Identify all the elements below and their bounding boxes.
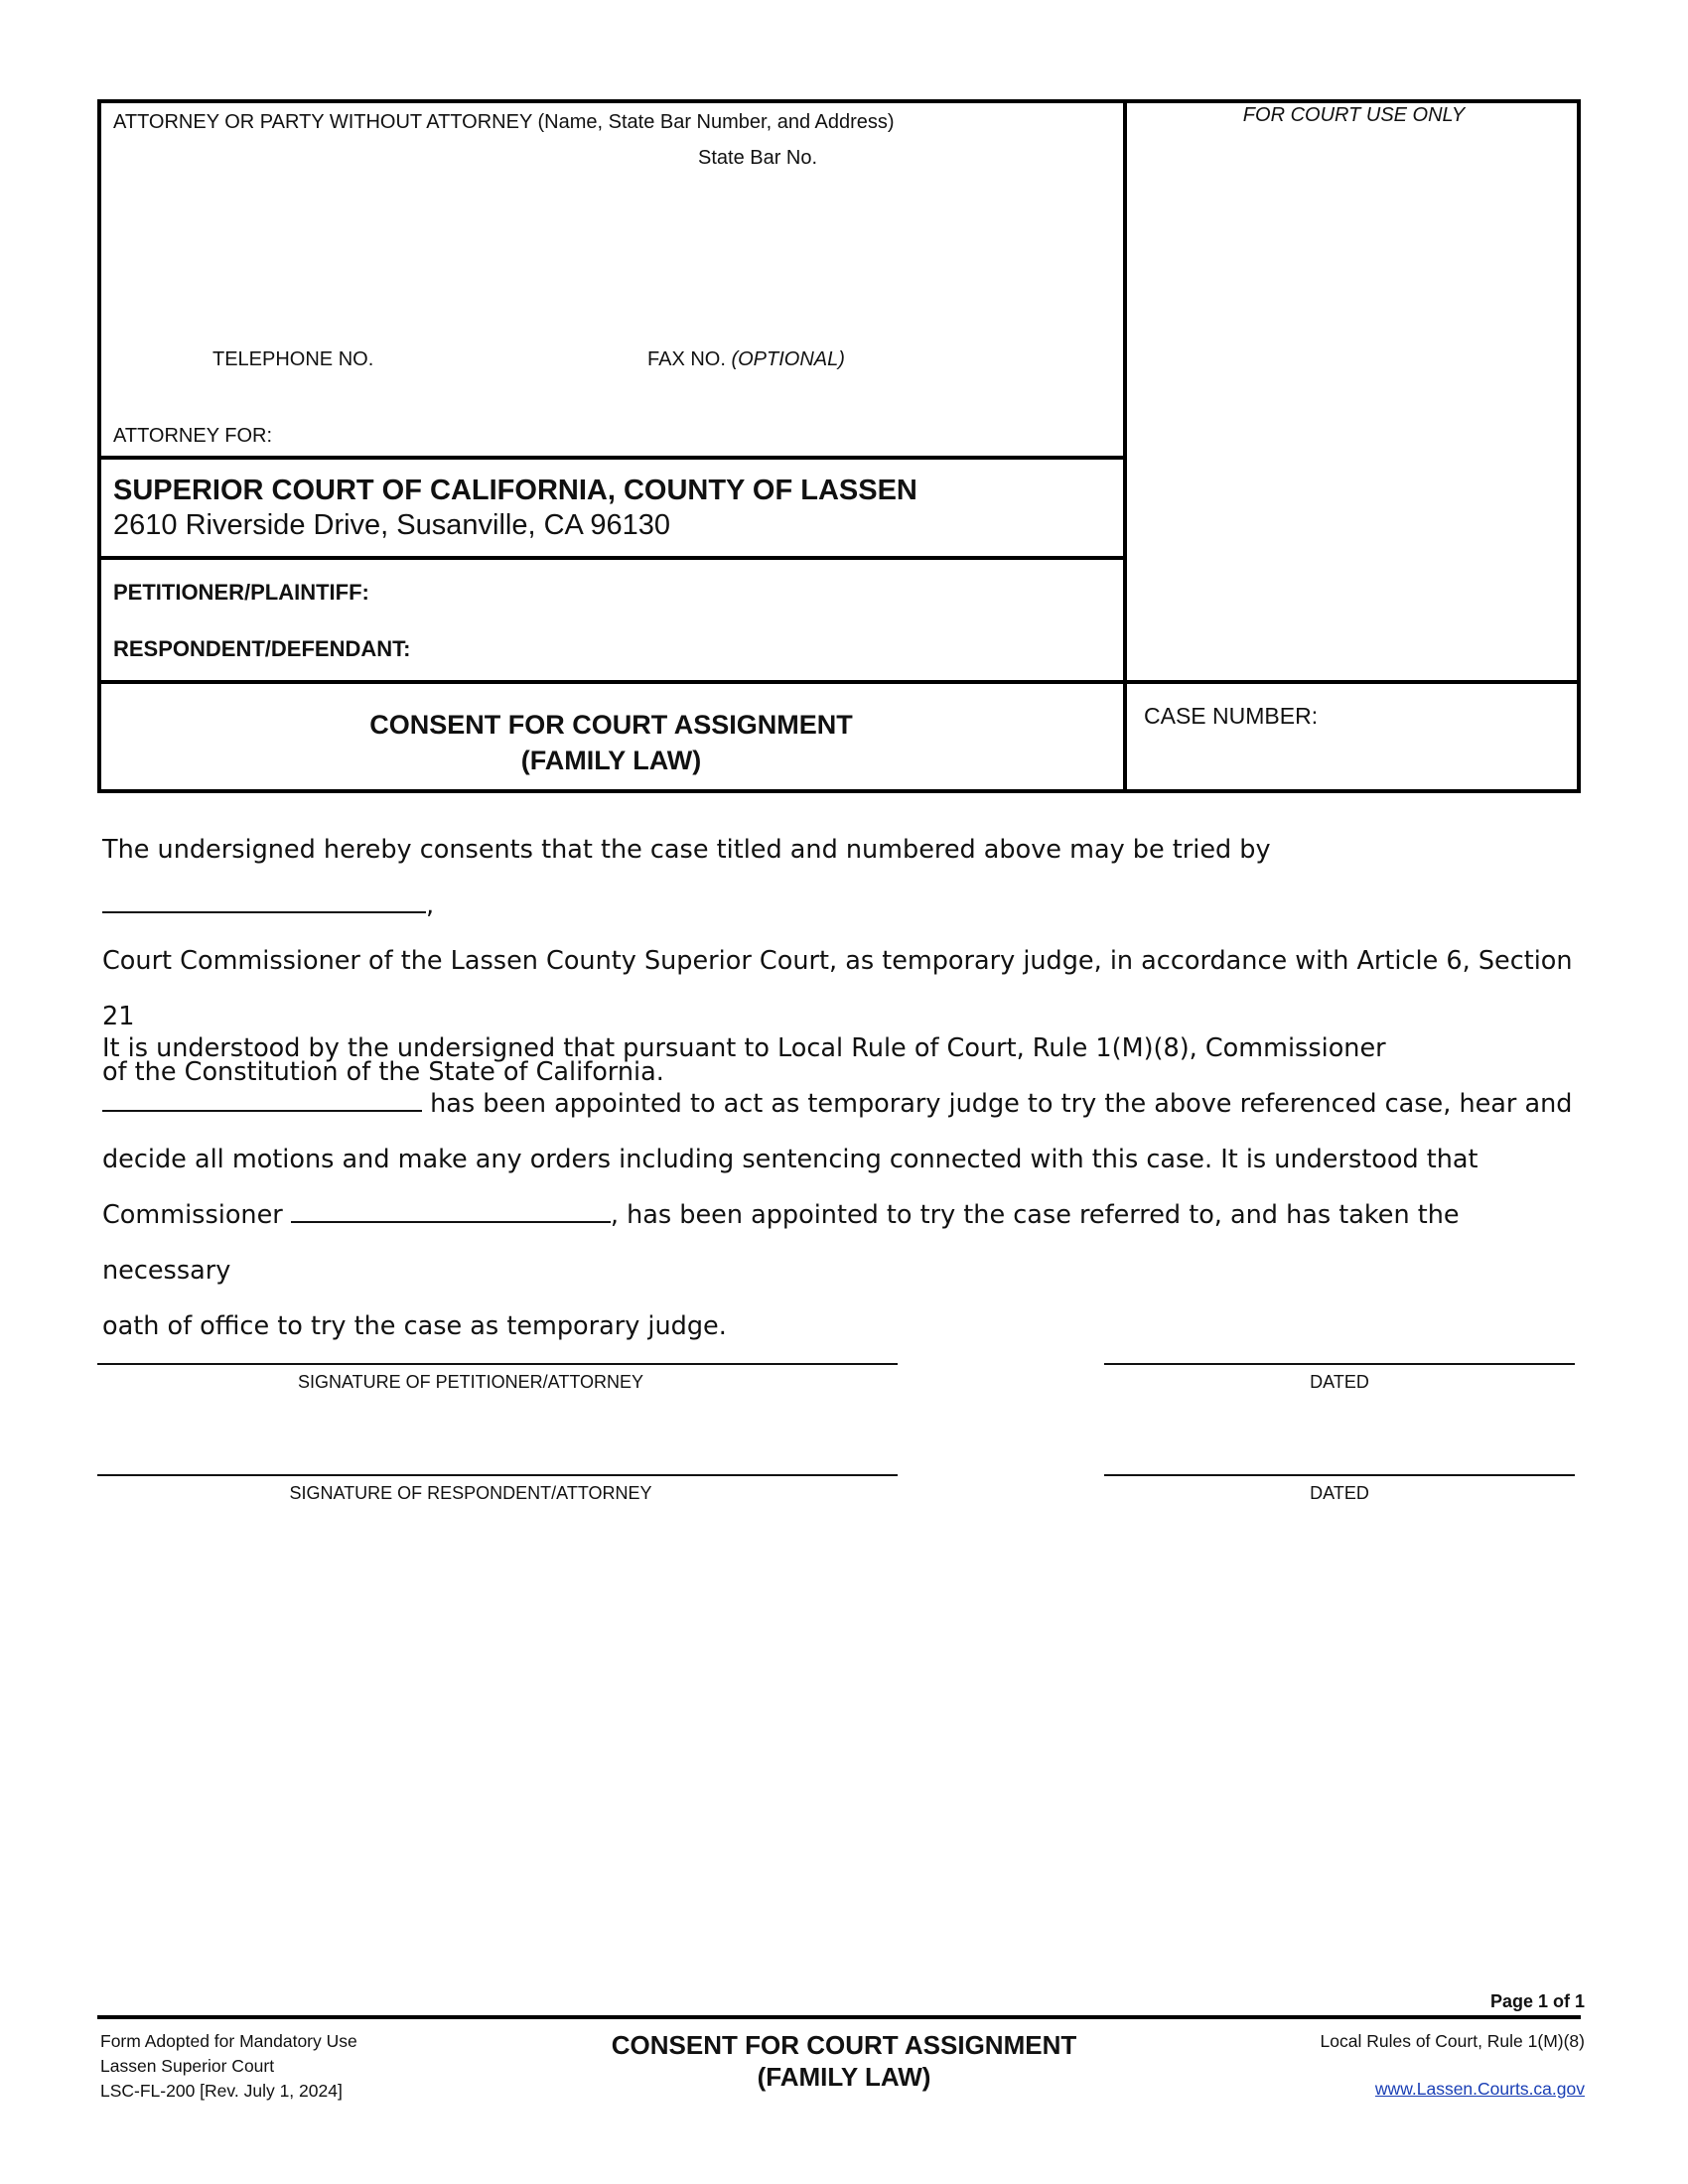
court-use-only-label: FOR COURT USE ONLY bbox=[1242, 104, 1466, 126]
case-number-label: CASE NUMBER: bbox=[1144, 703, 1319, 729]
footer-rule-reference: Local Rules of Court, Rule 1(M)(8) bbox=[1320, 2031, 1585, 2051]
petitioner-signature-label: SIGNATURE OF PETITIONER/ATTORNEY bbox=[297, 1372, 644, 1392]
consent-paragraph: The undersigned hereby consents that the case titled and numbered above may be tried by , Court Commissioner of the Lassen County Superior Court, as temporary judge, in accordance with Article 6, Section 21 of the Constitution of the State of California. bbox=[102, 835, 1573, 1087]
petitioner-dated-label: DATED bbox=[1310, 1372, 1369, 1392]
court-address: 2610 Riverside Drive, Susanville, CA 96130 bbox=[113, 509, 670, 541]
caption-box bbox=[97, 99, 1581, 793]
caption-divider-court bbox=[97, 456, 1125, 460]
respondent-dated-label: DATED bbox=[1310, 1483, 1369, 1503]
court-name: SUPERIOR COURT OF CALIFORNIA, COUNTY OF LASSEN bbox=[113, 475, 917, 506]
fax-label: FAX NO. (OPTIONAL) bbox=[647, 348, 845, 370]
commissioner-name-field-2[interactable] bbox=[102, 1088, 422, 1112]
respondent-signature-label: SIGNATURE OF RESPONDENT/ATTORNEY bbox=[289, 1483, 652, 1503]
telephone-label: TELEPHONE NO. bbox=[212, 348, 374, 370]
commissioner-name-field-1[interactable] bbox=[102, 889, 426, 913]
understanding-paragraph: It is understood by the undersigned that pursuant to Local Rule of Court, Rule 1(M)(8), Commissioner has been appointed to act as temporary judge to try the above referenced case, hear and decide all motions and make any orders including sentencing connected with this case. It is understood that Commissioner , has been appointed to try the case referred to, and has taken the necessary oath of office to try the case as temporary judge. bbox=[102, 1033, 1573, 1341]
state-bar-label: State Bar No. bbox=[698, 147, 818, 169]
caption-divider-parties bbox=[97, 556, 1125, 560]
footer-rule bbox=[97, 2015, 1581, 2019]
caption-divider-vertical bbox=[1123, 99, 1127, 793]
petitioner-date-line[interactable] bbox=[1104, 1363, 1575, 1365]
petitioner-label: PETITIONER/PLAINTIFF: bbox=[113, 580, 369, 605]
footer-form-info: Form Adopted for Mandatory Use Lassen Superior Court LSC-FL-200 [Rev. July 1, 2024] bbox=[100, 2031, 357, 2101]
petitioner-signature-line[interactable] bbox=[97, 1363, 898, 1365]
form-title: CONSENT FOR COURT ASSIGNMENT (FAMILY LAW) bbox=[369, 710, 853, 775]
footer-title: CONSENT FOR COURT ASSIGNMENT (FAMILY LAW) bbox=[611, 2030, 1077, 2092]
page-number: Page 1 of 1 bbox=[1489, 1991, 1585, 2011]
website-link[interactable]: www.Lassen.Courts.ca.gov bbox=[1374, 2079, 1585, 2099]
respondent-date-line[interactable] bbox=[1104, 1474, 1575, 1476]
attorney-label: ATTORNEY OR PARTY WITHOUT ATTORNEY (Name, State Bar Number, and Address) bbox=[113, 111, 895, 133]
footer-website bbox=[1375, 2079, 1585, 2100]
caption-divider-title bbox=[97, 680, 1581, 684]
respondent-signature-line[interactable] bbox=[97, 1474, 898, 1476]
respondent-label: RESPONDENT/DEFENDANT: bbox=[113, 636, 411, 661]
commissioner-name-field-3[interactable] bbox=[291, 1199, 611, 1223]
attorney-for-label: ATTORNEY FOR: bbox=[113, 425, 273, 447]
